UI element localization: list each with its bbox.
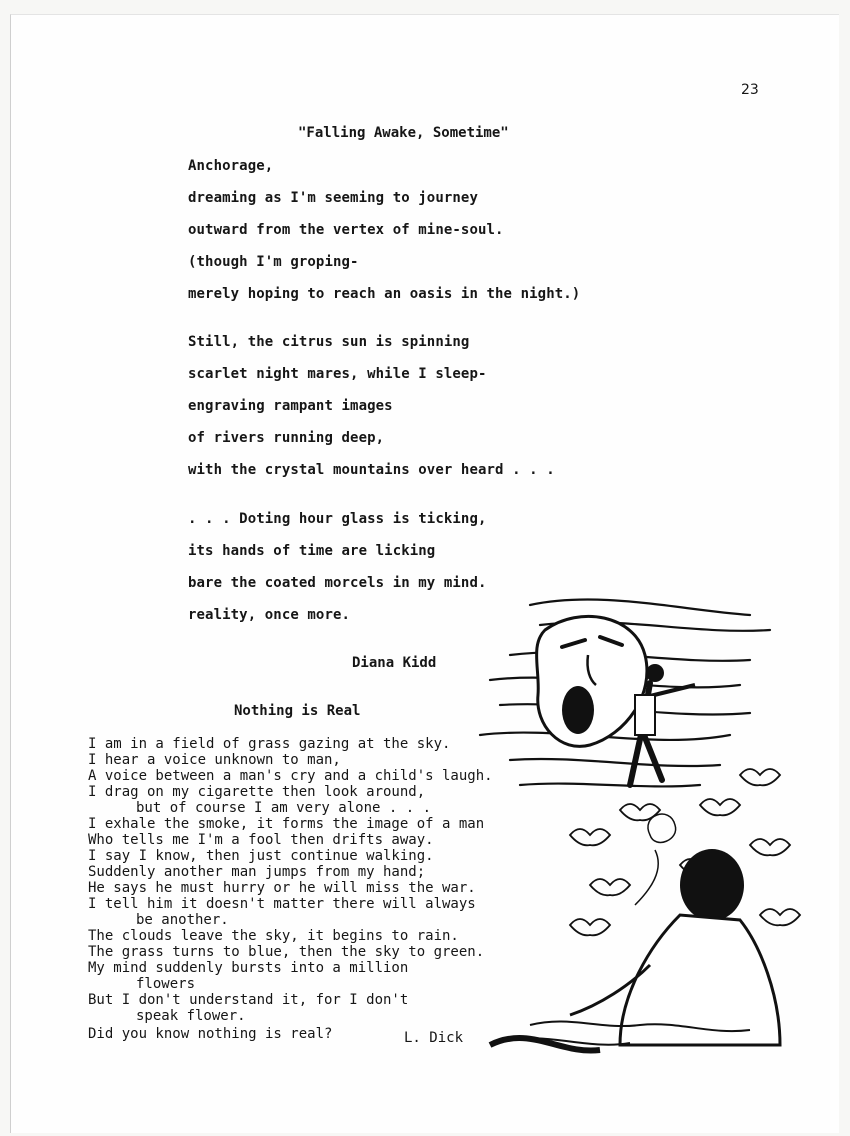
poem1-line: with the crystal mountains over heard . . . [188, 462, 555, 478]
poem2-line: A voice between a man's cry and a child's laugh. [88, 768, 493, 784]
poem2-line: be another. [136, 912, 229, 928]
poem2-line: But I don't understand it, for I don't [88, 992, 409, 1008]
poem1-line: bare the coated morcels in my mind. [188, 575, 487, 591]
flowers-icon [570, 769, 800, 935]
poem1-line: engraving rampant images [188, 398, 393, 414]
screaming-face-icon [537, 616, 647, 746]
poem2-line: I tell him it doesn't matter there will always [88, 896, 476, 912]
poem2-author: L. Dick [404, 1030, 464, 1046]
poem1-line: merely hoping to reach an oasis in the night.) [188, 286, 581, 302]
poem1-line: dreaming as I'm seeming to journey [188, 190, 478, 206]
poem1-line: outward from the vertex of mine-soul. [188, 222, 504, 238]
poem2-line: I exhale the smoke, it forms the image of a man [88, 816, 485, 832]
poem2-line: The clouds leave the sky, it begins to rain. [88, 928, 459, 944]
poem2-line: I am in a field of grass gazing at the sky. [88, 736, 451, 752]
poem1-author: Diana Kidd [352, 655, 437, 671]
seated-figure-icon [490, 849, 780, 1051]
poem1-line: reality, once more. [188, 607, 351, 623]
ink-illustration [450, 585, 820, 1065]
poem2-title: Nothing is Real [234, 703, 361, 719]
poem1-line: Still, the citrus sun is spinning [188, 334, 470, 350]
poem2-line: The grass turns to blue, then the sky to green. [88, 944, 485, 960]
poem1-line: scarlet night mares, while I sleep- [188, 366, 487, 382]
poem2-line: Did you know nothing is real? [88, 1026, 333, 1042]
poem2-line: I drag on my cigarette then look around, [88, 784, 426, 800]
poem2-line: flowers [136, 976, 196, 992]
poem1-line: of rivers running deep, [188, 430, 385, 446]
poem1-line: (though I'm groping- [188, 254, 359, 270]
poem2-line: but of course I am very alone . . . [136, 800, 432, 816]
poem2-line: Suddenly another man jumps from my hand; [88, 864, 426, 880]
poem2-line: I say I know, then just continue walking. [88, 848, 434, 864]
poem1-line: . . . Doting hour glass is ticking, [188, 511, 487, 527]
poem2-line: Who tells me I'm a fool then drifts away. [88, 832, 434, 848]
poem1-line: Anchorage, [188, 158, 274, 174]
page-number: 23 [741, 82, 759, 98]
poem2-line: speak flower. [136, 1008, 246, 1024]
poem2-line: My mind suddenly bursts into a million [88, 960, 409, 976]
poem2-line: I hear a voice unknown to man, [88, 752, 341, 768]
smoke-man-icon [635, 814, 676, 905]
poem1-line: its hands of time are licking [188, 543, 436, 559]
poem2-line: He says he must hurry or he will miss the war. [88, 880, 476, 896]
poem1-title: "Falling Awake, Sometime" [298, 125, 509, 141]
